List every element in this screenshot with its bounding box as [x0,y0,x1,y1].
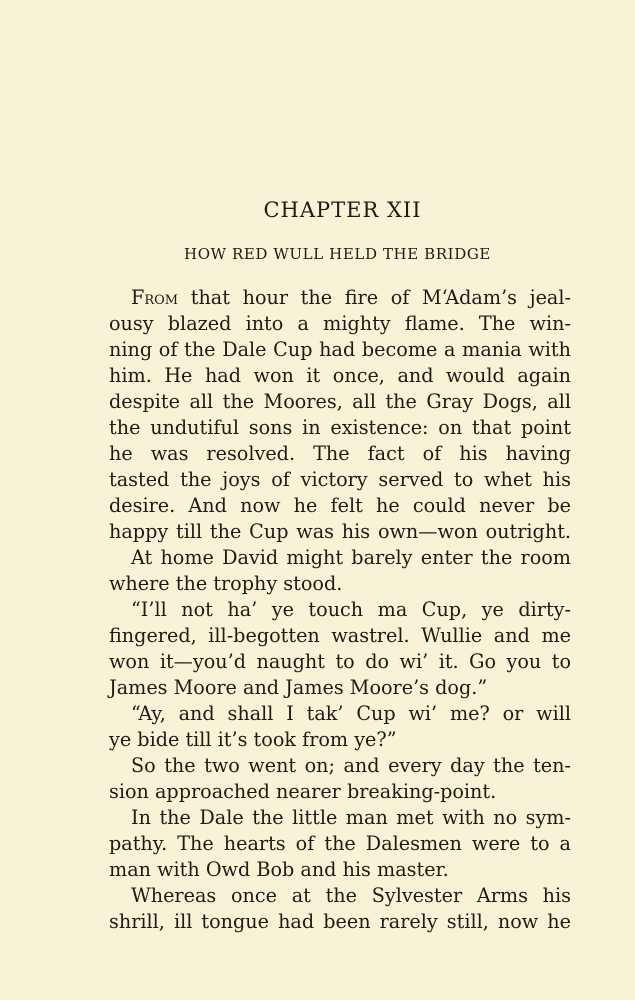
text-line: despite all the Moores, all the Gray Dogs, all [109,390,571,413]
text-line: happy till the Cup was his own—won outright. [109,520,571,543]
text-line [109,285,571,311]
text-line: tasted the joys of victory served to whet his [109,468,571,491]
text-line: fingered, ill-begotten wastrel. Wullie and me [109,624,571,647]
text-line: “Ay, and shall I tak’ Cup wi’ me? or will [131,702,571,725]
text-line: won it—you’d naught to do wi’ it. Go you to [109,650,571,673]
text-line: him. He had won it once, and would again [109,364,571,387]
chapter-body [109,285,571,935]
text-line: he was resolved. The fact of his having [109,442,571,465]
first-word: From [131,286,179,309]
text-line: In the Dale the little man met with no sym- [131,806,571,829]
chapter-title: CHAPTER XII [263,198,422,222]
text-line: pathy. The hearts of the Dalesmen were to a [109,832,571,855]
text-line: desire. And now he felt he could never be [109,494,571,517]
text-line: ousy blazed into a mighty flame. The win- [109,312,571,335]
text-line: At home David might barely enter the room [131,546,571,569]
text-line: the undutiful sons in existence: on that point [109,416,571,439]
text-line: shrill, ill tongue had been rarely still, now he [109,910,571,933]
text-line: Whereas once at the Sylvester Arms his [131,884,571,907]
text-line: ning of the Dale Cup had become a mania with [109,338,571,361]
chapter-subtitle: HOW RED WULL HELD THE BRIDGE [184,245,491,263]
text-line: sion approached nearer breaking-point. [109,780,497,803]
text-line: ye bide till it’s took from ye?” [109,728,397,751]
text-line: So the two went on; and every day the ten- [131,754,571,777]
first-line-rest: that hour the fire of M‘Adam’s jeal- [190,286,571,309]
text-line: where the trophy stood. [109,572,343,595]
text-line: James Moore and James Moore’s dog.” [109,676,488,699]
text-line: man with Owd Bob and his master. [109,858,449,881]
text-line: “I’ll not ha’ ye touch ma Cup, ye dirty- [131,598,571,621]
